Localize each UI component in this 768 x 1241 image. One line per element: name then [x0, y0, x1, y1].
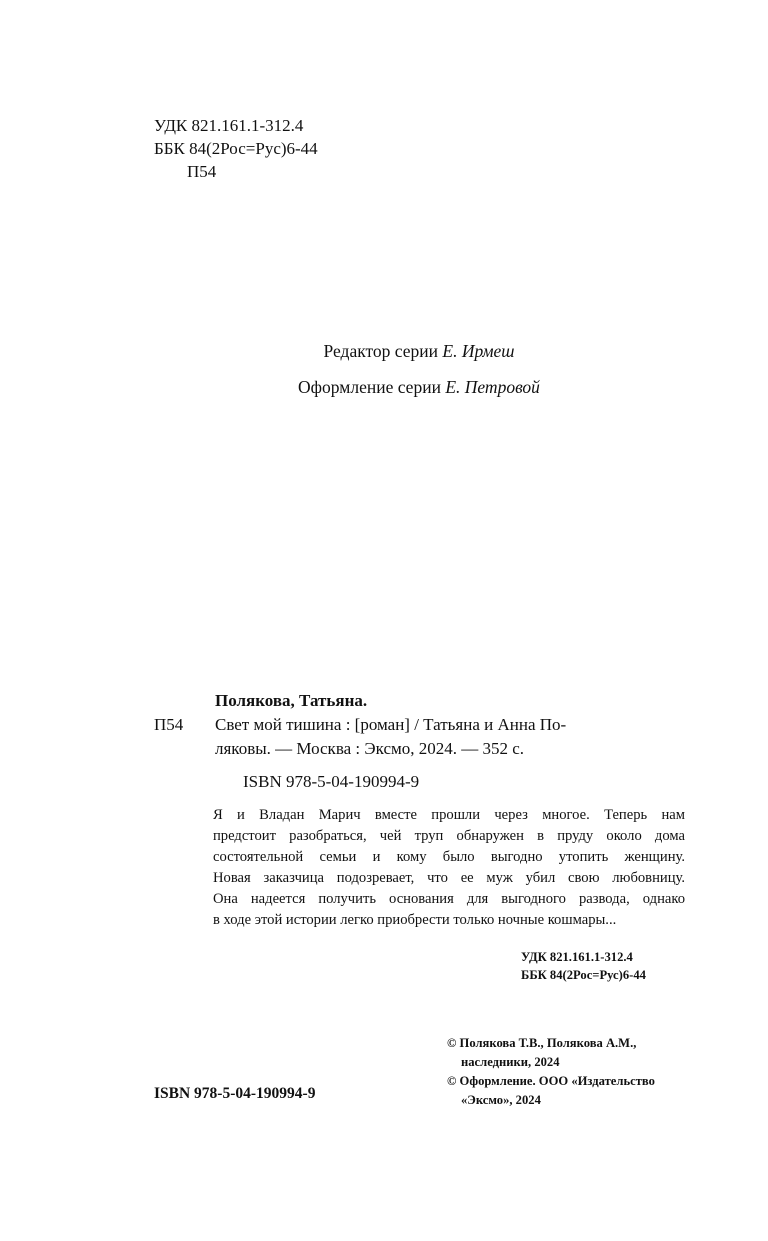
header-code: П54	[187, 162, 217, 181]
copyright-line-3: © Оформление. ООО «Издательство	[447, 1074, 655, 1088]
entry-isbn: ISBN 978-5-04-190994-9	[243, 772, 420, 791]
entry-title-line-1: Свет мой тишина : [роман] / Татьяна и Анна По-	[215, 715, 567, 734]
design-credit	[0, 376, 768, 398]
editor-credit	[0, 340, 768, 362]
annotation-line: Я и Владан Марич вместе прошли через многое. Теперь нам	[213, 807, 685, 823]
annotation-line: Она надеется получить основания для выгодного развода, однако	[213, 891, 685, 907]
classification-udk: УДК 821.161.1-312.4	[521, 950, 633, 964]
editor-label: Редактор серии	[323, 341, 439, 361]
design-name: Е. Петровой	[445, 377, 540, 397]
copyright-line-1: © Полякова Т.В., Полякова А.М.,	[447, 1036, 637, 1050]
header-bbk: ББК 84(2Рос=Рус)6-44	[154, 139, 318, 158]
copyright-line-4: «Эксмо», 2024	[461, 1093, 541, 1107]
classification-bbk: ББК 84(2Рос=Рус)6-44	[521, 968, 646, 982]
annotation-line: Новая заказчица подозревает, что ее муж убил свою любовницу.	[213, 870, 685, 886]
annotation-line: в ходе этой истории легко приобрести только ночные кошмары...	[213, 912, 617, 928]
editor-name: Е. Ирмеш	[442, 341, 515, 361]
entry-author: Полякова, Татьяна.	[215, 691, 368, 710]
annotation	[213, 805, 685, 931]
design-label: Оформление серии	[298, 377, 441, 397]
header-udk: УДК 821.161.1-312.4	[154, 116, 304, 135]
annotation-line: предстоит разобраться, чей труп обнаружен в пруду около дома	[213, 828, 685, 844]
annotation-line: состоятельной семьи и кому было выгодно утопить женщину.	[213, 849, 685, 865]
copyright-line-2: наследники, 2024	[461, 1055, 560, 1069]
footer-isbn: ISBN 978-5-04-190994-9	[154, 1085, 316, 1102]
entry-title-line-2: ляковы. — Москва : Эксмо, 2024. — 352 с.	[215, 739, 525, 758]
entry-code: П54	[154, 715, 184, 734]
